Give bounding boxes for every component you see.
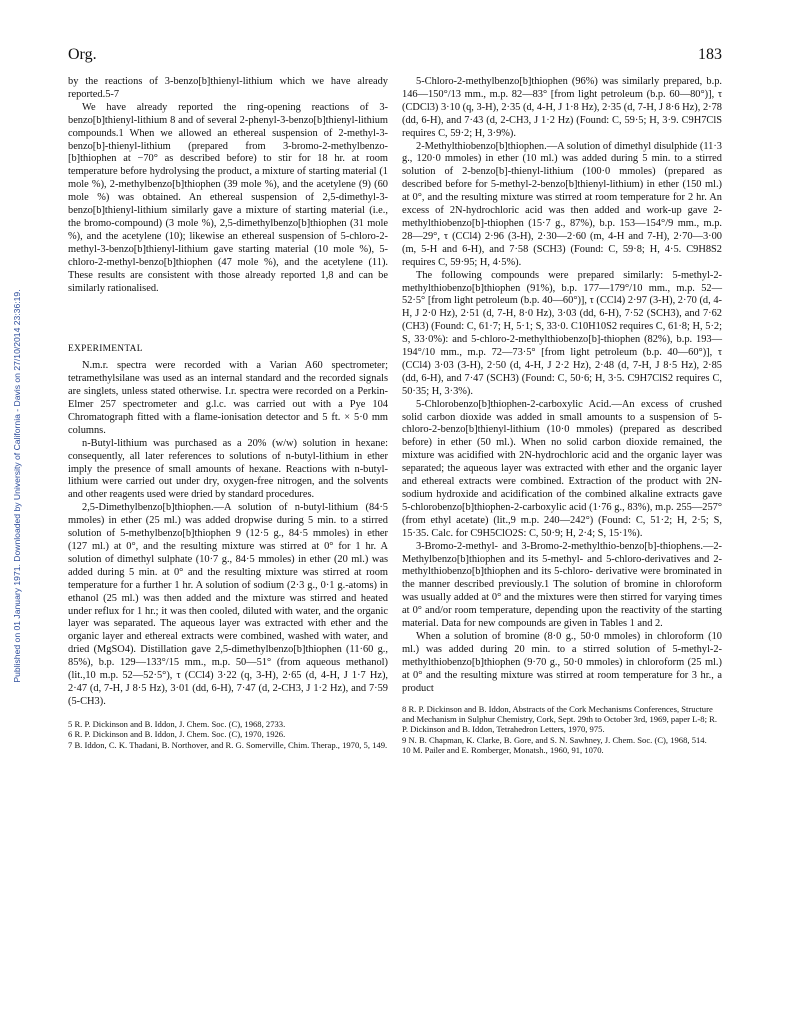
section-heading: EXPERIMENTAL <box>68 344 143 355</box>
footnote: 7 B. Iddon, C. K. Thadani, B. Northover, and R. G. Somerville, Chim. Therap., 1970, 5, 149. <box>68 739 388 750</box>
page-number: 183 <box>698 46 722 63</box>
footnotes <box>402 704 722 756</box>
paragraph: When a solution of bromine (8·0 g., 50·0 mmoles) in chloroform (10 ml.) was added during 20 min. to a stirred solution of 5-methyl-2-methylthiobenzo[b]thiophen (9·70 g., 50·0 mmoles) in chloroform (25 ml.) at 0° and the resulting mixture was stirred at room temperature for 3 hr., a product <box>402 630 722 694</box>
journal-section: Org. <box>68 46 97 63</box>
paragraph: 5-Chlorobenzo[b]thiophen-2-carboxylic Acid.—An excess of crushed solid carbon dioxide was added in small amounts to a suspension of 5-chloro-2-benzo[b]thienyl-lithium (10·0 mmoles) (prepared as described before) in ether (50 ml.). When no solid carbon dioxide remained, the mixture was acidified with 2N-hydrochloric acid and the organic layer was separated; the aqueous layer was extracted with ether and the organic layer and ethereal extracts were combined. Extraction of the product with 2N-sodium hydroxide and acidification of the combined alkaline extracts gave 5-chlorobenzo[b]thiophen-2-carboxylic acid (1·76 g., 83%), m.p. 255—257° (from ethyl acetate) (lit.,9 m.p. 240—242°) (Found: C, 51·2; H, 2·5; S, 15·35. Calc. for C9H5ClO2S: C, 50·9; H, 2·4; S, 15·1%). <box>402 398 722 539</box>
left-column <box>68 76 388 750</box>
right-column <box>402 76 722 756</box>
paragraph: The following compounds were prepared similarly: 5-methyl-2-methylthiobenzo[b]thiophen (91%), b.p. 177—179°/10 mm., m.p. 52—52·5° [from light petroleum (b.p. 40—60°)], τ (CCl4) 2·97 (3-H), 2·70 (d, 4-H, J 2·0 Hz), 2·51 (d, 7-H, 8·0 Hz), 3·03 (dd, 6-H), 7·52 (SCH3), and 7·62 (CH3) (Found: C, 61·7; H, 5·1; S, 33·0. C10H10S2 requires C, 61·8; H, 5·2; S, 33·0%): and 5-chloro-2-methylthiobenzo[b]-thiophen (82%), b.p. 193—194°/10 mm., m.p. 72—73·5° [from light petroleum (b.p. 40—60°)], τ (CCl4) 3·03 (3-H), 2·50 (d, 4-H, J 2·2 Hz), 2·48 (d, 7-H, J 8·5 Hz), 2·85 (dd, 6-H), and 7·47 (SCH3) (Found: C, 50·6; H, 3·5. C9H7ClS2 requires C, 50·35; H, 3·3%). <box>402 269 722 397</box>
footnote: 10 M. Pailer and E. Romberger, Monatsh., 1960, 91, 1070. <box>402 745 604 756</box>
footnote: 6 R. P. Dickinson and B. Iddon, J. Chem. Soc. (C), 1970, 1926. <box>68 729 286 740</box>
paragraph: 3-Bromo-2-methyl- and 3-Bromo-2-methylthio-benzo[b]-thiophens.—2-Methylbenzo[b]thiophen and its 5-methyl- and 5-chloro-derivatives and 2-methylthiobenzo[b]thiophen and its 5-chloro- derivative were brominated in the manner described previously.1 The solution of bromine in chloroform was usually added at 0° and the mixtures were then stirred for varying times at 0° and/or room temperature, depending upon the reactivity of the starting material. Data for new compounds are given in Tables 1 and 2. <box>402 540 722 630</box>
footnote: 8 R. P. Dickinson and B. Iddon, Abstracts of the Cork Mechanisms Conferences, Structure and Mechanism in Sulphur Chemistry, Cork, Sept. 29th to October 3rd, 1969, paper L-8; R. P. Dickinson and B. Iddon, Tetrahedron Letters, 1970, 975. <box>402 703 717 735</box>
paragraph: by the reactions of 3-benzo[b]thienyl-lithium which we have already reported.5-7 <box>68 76 388 100</box>
footnote: 5 R. P. Dickinson and B. Iddon, J. Chem. Soc. (C), 1968, 2733. <box>68 718 286 729</box>
page-header <box>68 46 722 66</box>
paragraph: 2-Methylthiobenzo[b]thiophen.—A solution of dimethyl disulphide (11·3 g., 120·0 mmoles) in ether (10 ml.) was added during 5 min. to a stirred solution of 2-benzo[b]-thienyl-lithium (100·0 mmoles) (prepared as described before for 5-methyl-2-benzo[b]thienyl-lithium) in ether (150 ml.) at 0°, and the resulting mixture was stirred at room temperature for 2 hr. An excess of 2N-hydrochloric acid was then added and work-up gave 2-methylthiobenzo[b]-thiophen (15·7 g., 87%), b.p. 153—154°/9 mm., m.p. 28—29°, τ (CCl4) 2·96 (3-H), 2·30—2·60 (m, 4-H and 7-H), 2·70—3·00 (m, 5-H and 6-H), and 7·58 (SCH3) (Found: C, 59·8; H, 4·5. C9H8S2 requires C, 59·95; H, 4·5%). <box>402 140 722 268</box>
footnotes <box>68 719 388 750</box>
download-notice[interactable]: Published on 01 January 1971. Downloaded by University of California - Davis on 27/10/2014 23:36:19. <box>12 289 22 683</box>
footnote: 9 N. B. Chapman, K. Clarke, B. Gore, and S. N. Sawhney, J. Chem. Soc. (C), 1968, 514. <box>402 734 707 745</box>
paragraph: N.m.r. spectra were recorded with a Varian A60 spectrometer; tetramethylsilane was used as an internal standard and the recorded signals are singlets, unless stated otherwise. I.r. spectra were recorded on a Perkin-Elmer 257 spectrometer and g.l.c. was carried out with a Pye 104 Chromatograph fitted with a flame-ionisation detector and 5 ft. × 5·0 mm columns. <box>68 360 388 436</box>
paragraph: n-Butyl-lithium was purchased as a 20% (w/w) solution in hexane: consequently, all later references to solutions of n-butyl-lithium in ether imply the presence of small amounts of hexane. Reactions with n-butyl-lithium were carried out under dry, oxygen-free nitrogen, and the solvents and other reagents used were dried by standard procedures. <box>68 437 388 501</box>
paragraph: 5-Chloro-2-methylbenzo[b]thiophen (96%) was similarly prepared, b.p. 146—150°/13 mm., m.p. 82—83° [from light petroleum (b.p. 60—80°)], τ (CDCl3) 3·10 (q, 3-H), 2·35 (d, 4-H, J 1·8 Hz), 2·35 (d, 7-H, J 8·6 Hz), 2·78 (dd, 6-H), and 7·43 (d, 2-CH3, J 1·2 Hz) (Found: C, 59·5; H, 3·9. C9H7ClS requires C, 59·2; H, 3·9%). <box>402 76 722 139</box>
paragraph: 2,5-Dimethylbenzo[b]thiophen.—A solution of n-butyl-lithium (84·5 mmoles) in ether (25 ml.) was added dropwise during 5 min. to a stirred solution of 5-methylbenzo[b]thiophen 9 (12·5 g., 84·5 mmoles) in ether (127 ml.) at 0°, and the resulting mixture was stirred at 0° for 1 hr. A solution of dimethyl sulphate (10·7 g., 84·5 mmoles) in ether (20 ml.) was added during 5 min. at 0° and the resulting mixture was stirred at room temperature for a further 1 hr. A solution of sodium (2·3 g., 0·1 g.-atoms) in ethanol (25 ml.) was then added and the mixture was stirred and heated under reflux for 1 hr.; it was then cooled, diluted with water, and the organic layer was separated. The aqueous layer was extracted with ether and the organic layer and ethereal extracts were combined, washed with water, and dried (MgSO4). Distillation gave 2,5-dimethylbenzo[b]thiophen (11·60 g., 85%), b.p. 129—133°/15 mm., m.p. 50—51° (from aqueous methanol) (lit.,10 m.p. 52—52·5°), τ (CCl4) 3·22 (q, 3-H), 2·65 (d, 4-H, J 1·7 Hz), 2·47 (d, 7-H, J 8·5 Hz), 3·01 (dd, 6-H), 7·47 (d, 2-CH3, J 1·2 Hz), and 7·59 (5-CH3). <box>68 502 388 707</box>
paragraph: We have already reported the ring-opening reactions of 3-benzo[b]thienyl-lithium 8 and of several 2-phenyl-3-benzo[b]thienyl-lithium compounds.1 When we allowed an ethereal suspension of 2-methyl-3-benzo[b]-thienyl-lithium (prepared from 3-bromo-2-methylbenzo-[b]thiophen at −70° as described before) to stir for 18 hr. at room temperature before hydrolysing the product, a mixture of starting material (1 mole %), 2-methylbenzo[b]thiophen (39 mole %), and the acetylene (9) (60 mole %) was obtained. An ethereal suspension of 2,5-dimethyl-3-benzo[b]thienyl-lithium similarly gave a mixture of starting material (i.e., the bromo-compound) (3 mole %), 2,5-dimethylbenzo[b]thiophen (31 mole %), and the acetylene (10); likewise an ethereal suspension of 5-chloro-2-methyl-3-benzo[b]thienyl-lithium gave starting material (10 mole %), 5-chloro-2-methyl-benzo[b]thiophen (47 mole %), and the acetylene (11). These results are consistent with those already reported 1,8 and can be similarly rationalised. <box>68 101 388 294</box>
